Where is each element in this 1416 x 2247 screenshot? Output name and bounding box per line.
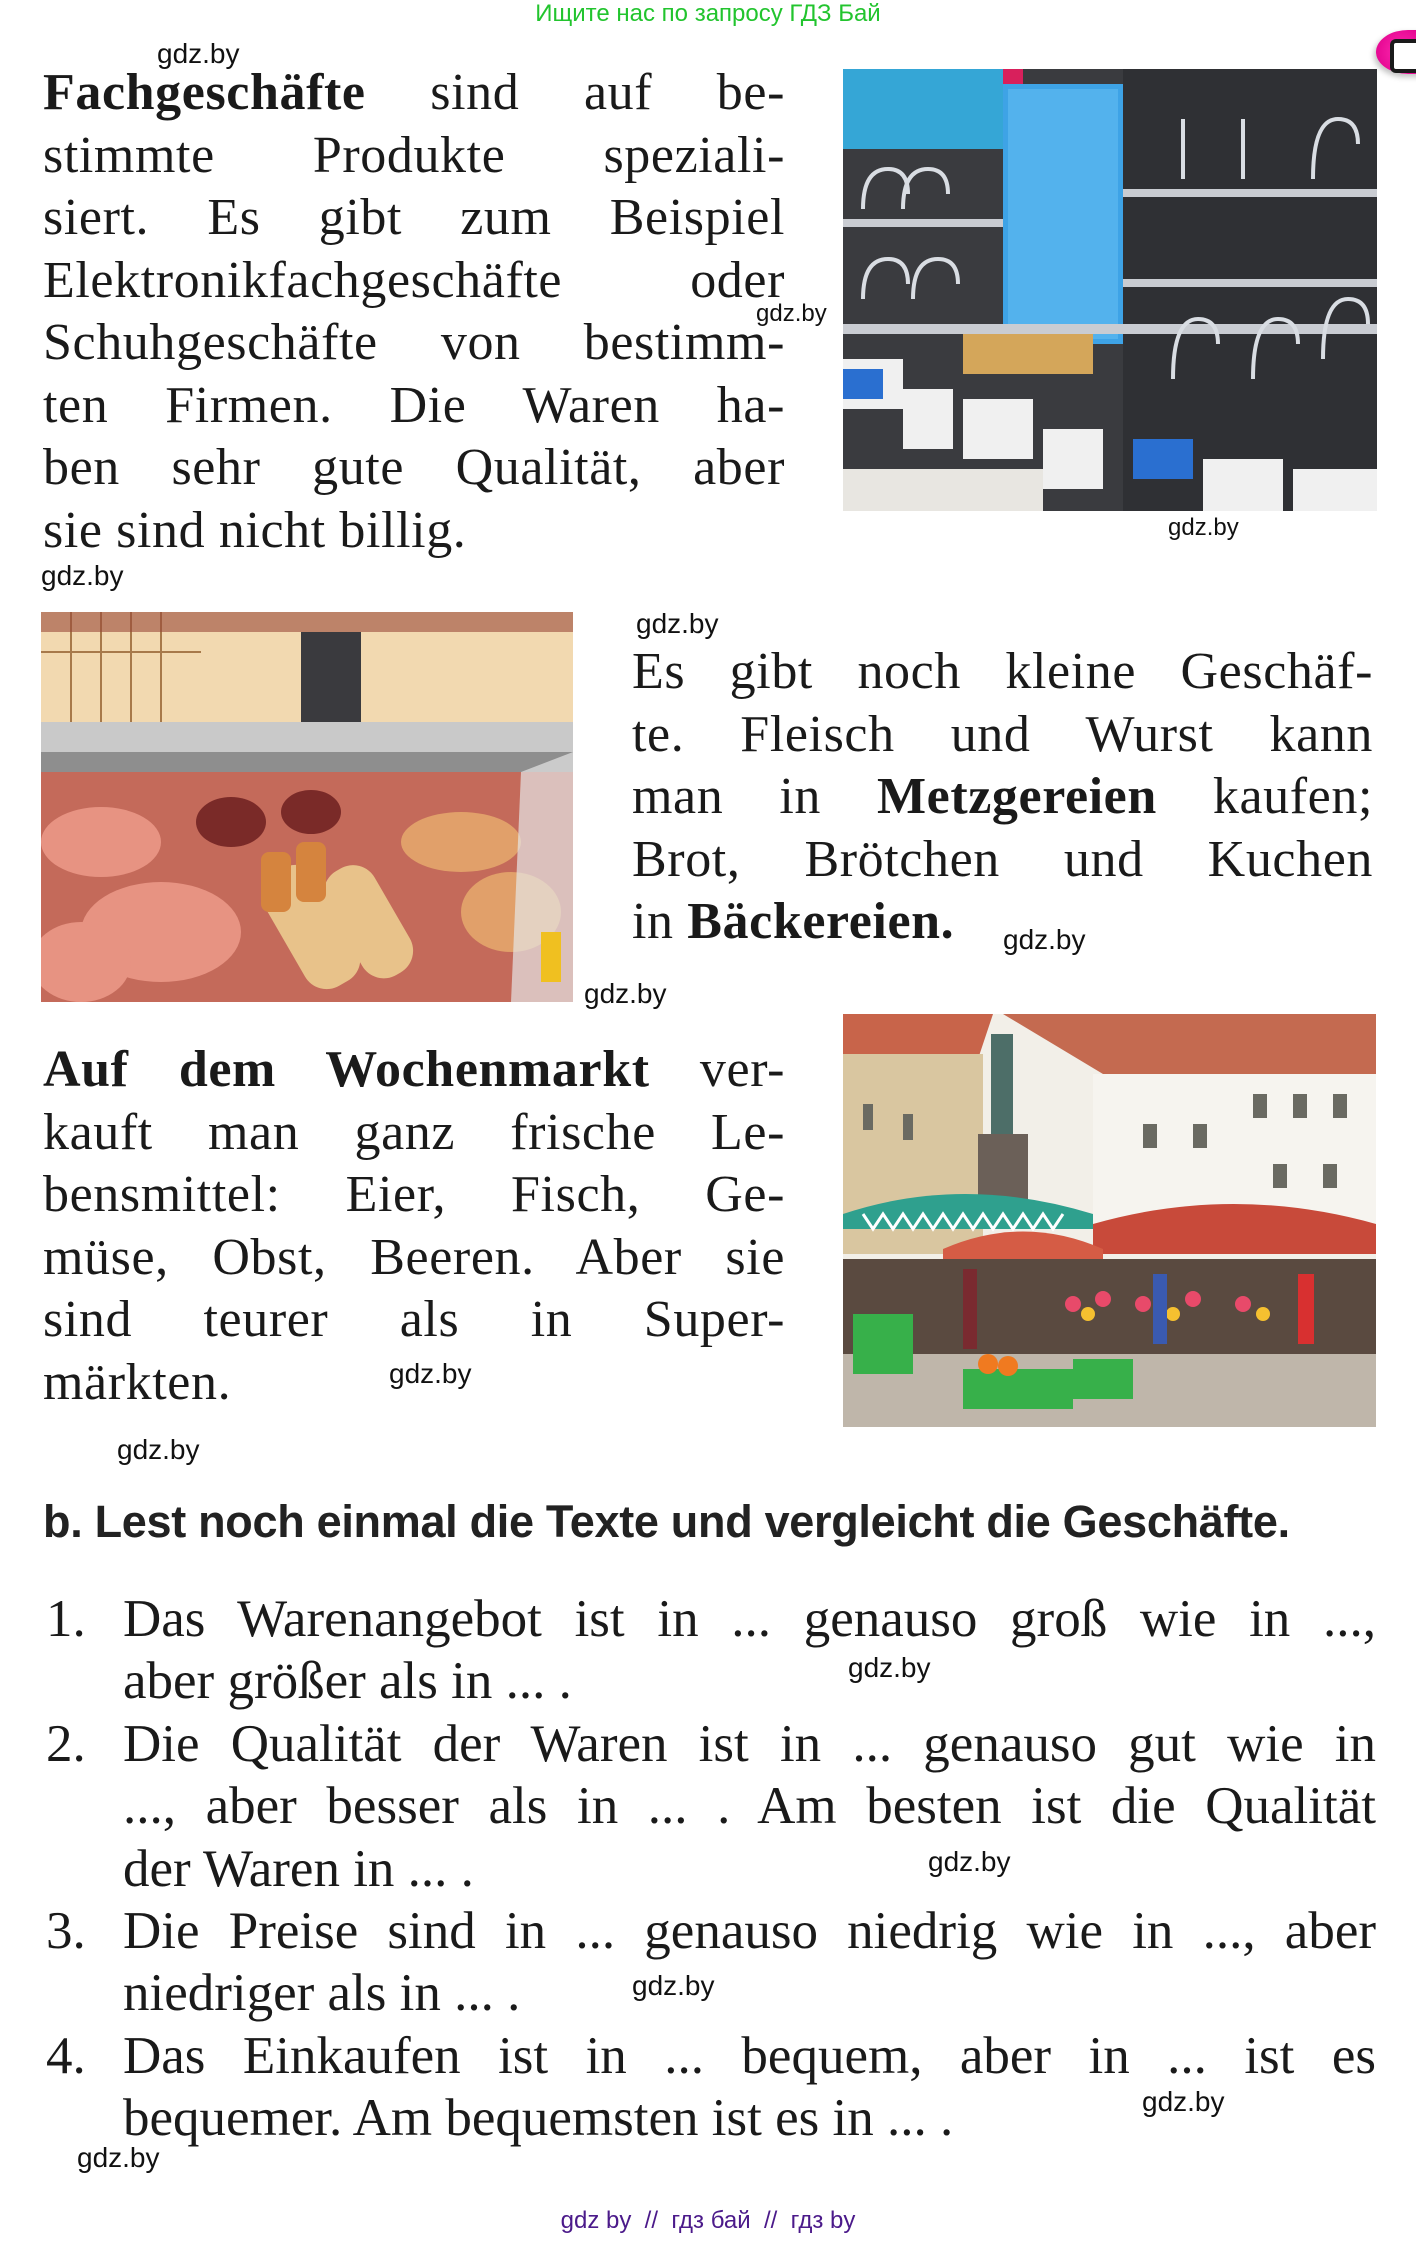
meat-counter-image <box>41 612 573 1002</box>
small-shops-text: Es gibt noch kleine Geschäf- te. Fleisch und Wurst kann man in Metzgereien kaufen; Brot, Brötchen und Kuchen in Bäckereien. <box>632 643 1373 950</box>
watermark: gdz.by <box>632 1970 715 2001</box>
bold-term: Auf dem Wochenmarkt <box>43 1041 650 1098</box>
weekly-market-photo <box>843 1014 1376 1427</box>
page-badge-icon <box>1376 30 1416 74</box>
specialty-shop-photo <box>843 69 1377 511</box>
badge-inner-shape <box>1390 39 1416 73</box>
bold-term: Metzgereien <box>876 768 1157 825</box>
item-number: 3. <box>46 1902 86 1961</box>
watermark: gdz.by <box>584 978 667 1009</box>
market-text: Auf dem Wochenmarkt ver- kauft man ganz frische Le- bensmittel: Eier, Fisch, Ge- müse, Obst, Beeren. Aber sie sind teurer als in Super- märkten. <box>43 1041 785 1411</box>
watermark: gdz.by <box>1168 514 1239 541</box>
list-item: 1. Das Warenangebot ist in ... genauso groß wie in ..., aber größer als in ... . <box>46 1590 1376 1711</box>
market-square-image <box>843 1014 1376 1427</box>
watermark: gdz.by <box>41 560 124 591</box>
faucet-shelves-image <box>843 69 1377 511</box>
search-banner[interactable]: Ищите нас по запросу ГДЗ Бай <box>535 0 881 27</box>
watermark: gdz.by <box>636 608 719 639</box>
butcher-shop-photo <box>41 612 573 1002</box>
list-item: 3. Die Preise sind in ... genauso niedrig wie in ..., aber niedriger als in ... . <box>46 1902 1376 2023</box>
exercise-heading: b. Lest noch einmal die Texte und vergleicht die Geschäfte. <box>43 1496 1290 1547</box>
watermark: gdz.by <box>389 1358 472 1389</box>
item-number: 4. <box>46 2026 86 2085</box>
list-item: 4. Das Einkaufen ist in ... bequem, aber in ... ist es bequemer. Am bequemsten ist es in ... . <box>46 2026 1376 2148</box>
watermark: gdz.by <box>1142 2086 1225 2117</box>
item-number: 1. <box>46 1590 86 1648</box>
footer-links[interactable]: gdz by // гдз бай // гдз by <box>560 2207 856 2234</box>
bold-term: Fachgeschäfte <box>43 64 366 121</box>
watermark: gdz.by <box>117 1434 200 1465</box>
watermark: gdz.by <box>756 300 827 327</box>
specialty-shops-text: Fachgeschäfte sind auf be- stimmte Produkte speziali- siert. Es gibt zum Beispiel Elektronikfachgeschäfte oder Schuhgeschäfte von bestimm- ten Firmen. Die Waren ha- ben sehr gute Qualität, aber sie sind nicht billig. <box>43 64 785 559</box>
watermark: gdz.by <box>77 2142 160 2173</box>
exercise-list <box>46 1588 1376 2150</box>
watermark: gdz.by <box>157 38 240 69</box>
bold-term: Bäckereien. <box>687 893 955 950</box>
item-number: 2. <box>46 1714 86 1773</box>
watermark: gdz.by <box>848 1652 931 1683</box>
watermark: gdz.by <box>928 1846 1011 1877</box>
list-item: 2. Die Qualität der Waren ist in ... genauso gut wie in ..., aber besser als in ... . Am besten ist die Qualität der Waren in ... . <box>46 1714 1376 1898</box>
watermark: gdz.by <box>1003 924 1086 955</box>
